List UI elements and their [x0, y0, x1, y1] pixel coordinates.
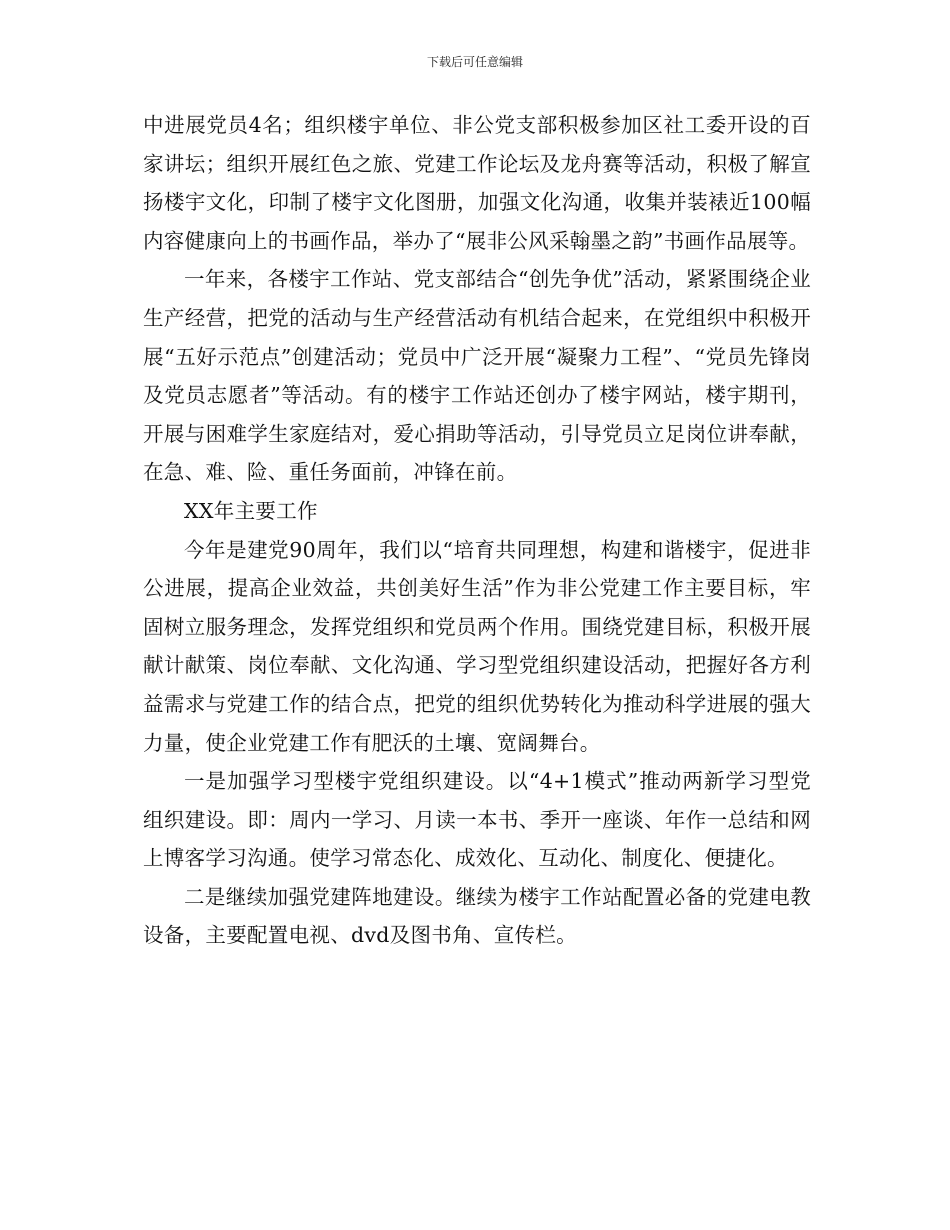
page-header-note: 下载后可任意编辑 [426, 55, 523, 69]
paragraph-1: 中进展党员4名；组织楼宇单位、非公党支部积极参加区社工委开设的百家讲坛；组织开展红色之旅、党建工作论坛及龙舟赛等活动，积极了解宣扬楼宇文化，印制了楼宇文化图册，加强文化沟通，收集并装裱近100幅内容健康向上的书画作品，举办了“展非公风采翰墨之韵”书画作品展等。 [143, 113, 811, 253]
paragraph-5: 二是继续加强党建阵地建设。继续为楼宇工作站配置必备的党建电教设备，主要配置电视、dvd及图书角、宣传栏。 [143, 884, 811, 948]
paragraph-3: 今年是建党90周年，我们以“培育共同理想，构建和谐楼宇，促进非公进展，提高企业效益，共创美好生活”作为非公党建工作主要目标，牢固树立服务理念，发挥党组织和党员两个作用。围绕党建目标，积极开展献计献策、岗位奉献、文化沟通、学习型党组织建设活动，把握好各方利益需求与党建工作的结合点，把党的组织优势转化为推动科学进展的强大力量，使企业党建工作有肥沃的土壤、宽阔舞台。 [143, 537, 811, 755]
section-heading-main-work: XX年主要工作 [184, 498, 318, 523]
paragraph-2: 一年来，各楼宇工作站、党支部结合“创先争优”活动，紧紧围绕企业生产经营，把党的活动与生产经营活动有机结合起来，在党组织中积极开展“五好示范点”创建活动；党员中广泛开展“凝聚力工程”、“党员先锋岗及党员志愿者”等活动。有的楼宇工作站还创办了楼宇网站，楼宇期刊，开展与困难学生家庭结对，爱心捐助等活动，引导党员立足岗位讲奉献，在急、难、险、重任务面前，冲锋在前。 [143, 267, 811, 485]
document-body [143, 106, 811, 955]
paragraph-4: 一是加强学习型楼宇党组织建设。以“4+1模式”推动两新学习型党组织建设。即：周内一学习、月读一本书、季开一座谈、年作一总结和网上博客学习沟通。使学习常态化、成效化、互动化、制度化、便捷化。 [143, 769, 811, 871]
